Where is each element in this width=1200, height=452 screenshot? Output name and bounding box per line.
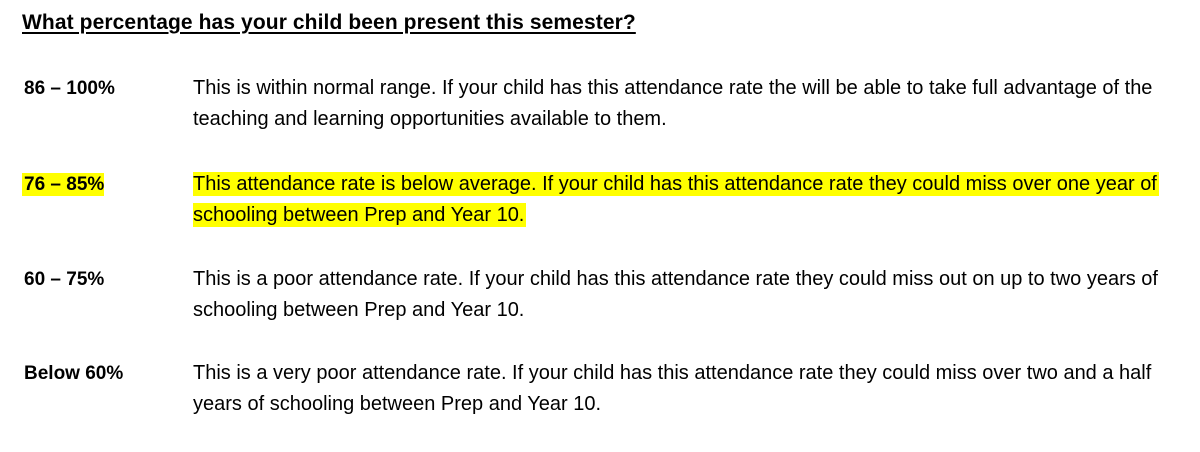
page-title: What percentage has your child been present this semester? [22, 11, 636, 34]
range-description [193, 169, 1178, 231]
range-label: Below 60% [24, 363, 124, 384]
range-label: 60 – 75% [24, 269, 105, 290]
range-description: This is a very poor attendance rate. If your child has this attendance rate they could miss over two and a half years of schooling between Prep and Year 10. [193, 362, 1152, 415]
highlighted-description-text: This attendance rate is below average. If your child has this attendance rate they could miss over one year of schooling between Prep and Year 10. [193, 173, 1157, 226]
highlighted-range-text: 76 – 85% [24, 174, 105, 195]
range-description: This is a poor attendance rate. If your child has this attendance rate they could miss out on up to two years of schooling between Prep and Year 10. [193, 268, 1158, 321]
range-description: This is within normal range. If your child has this attendance rate the will be able to take full advantage of the teaching and learning opportunities available to them. [193, 77, 1153, 130]
range-label: 86 – 100% [24, 78, 115, 99]
range-label [22, 169, 104, 200]
